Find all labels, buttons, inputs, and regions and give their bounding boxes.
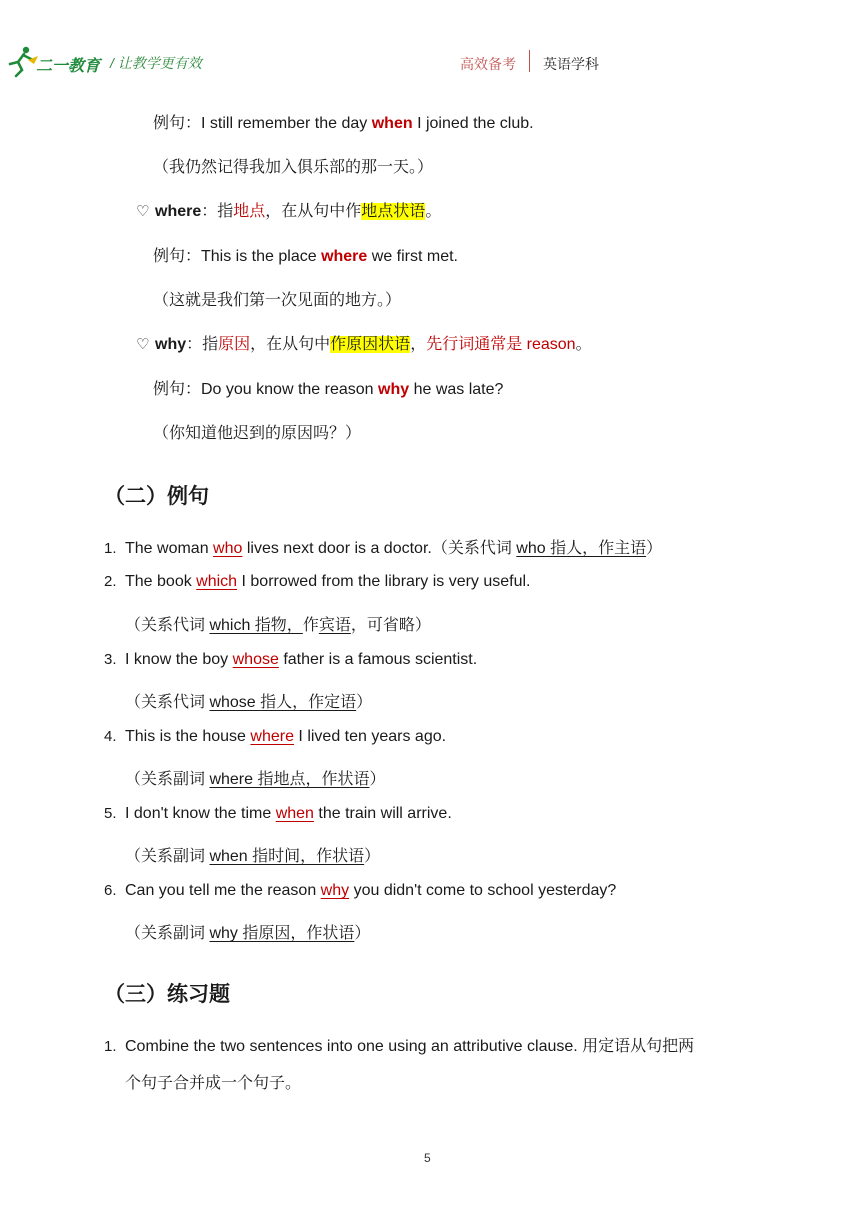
when-example	[153, 110, 534, 133]
item-text-post: I lived ten years ago.	[293, 728, 447, 745]
where-example-keyword: where	[321, 248, 368, 265]
where-highlight: 地点状语	[361, 203, 426, 220]
item-keyword: when	[275, 805, 314, 822]
item-text-pre: This is the house	[125, 728, 251, 745]
heart-icon: ♡	[136, 336, 150, 353]
item-note	[125, 612, 431, 635]
where-text-3: 。	[425, 203, 442, 220]
header-divider	[529, 50, 530, 72]
where-translation: （这就是我们第一次见面的地方。）	[153, 292, 402, 309]
list-item	[104, 535, 662, 558]
item-note-underlined: why 指原因，作状语	[209, 925, 355, 942]
where-example	[153, 243, 458, 266]
item-note-close: ）	[369, 771, 386, 788]
item-note-open: （关系代词	[125, 694, 210, 711]
item-number: 5.	[104, 805, 117, 822]
where-text-2: ，在从句中作	[265, 203, 362, 220]
list-item	[104, 805, 452, 823]
item-note-underlined: which 指物，	[209, 617, 303, 634]
why-rule	[136, 331, 592, 354]
section-title-exercises: （三）练习题	[104, 983, 230, 1006]
item-note-open: （关系副词	[125, 925, 210, 942]
item-text-pre: Can you tell me the reason	[125, 882, 321, 899]
item-keyword: where	[250, 728, 294, 745]
why-translation: （你知道他迟到的原因吗？）	[153, 425, 362, 442]
why-example-keyword: why	[378, 381, 410, 398]
item-note-underlined: when 指时间，作状语	[209, 848, 365, 865]
item-text-pre: I don't know the time	[125, 805, 276, 822]
item-text-post: the train will arrive.	[313, 805, 452, 822]
item-note	[125, 766, 386, 789]
item-note-underlined-2: 宾语	[318, 617, 351, 634]
where-text-1: ：指	[201, 203, 234, 220]
item-note-close: ）	[356, 694, 373, 711]
why-text-2: ，在从句中	[250, 336, 331, 353]
runner-logo-icon	[4, 44, 40, 78]
where-keyword: where	[155, 203, 202, 220]
item-number: 3.	[104, 651, 117, 668]
when-example-keyword: when	[371, 115, 413, 132]
item-number: 1.	[104, 540, 117, 557]
why-red-term: 原因	[218, 336, 251, 353]
why-text-3: ，	[410, 336, 427, 353]
heart-icon: ♡	[136, 203, 150, 220]
why-red-term-2: 先行词通常是 reason	[426, 336, 576, 353]
item-note	[125, 689, 372, 712]
why-text-1: ：指	[186, 336, 219, 353]
page-number: 5	[424, 1151, 431, 1165]
brand-slogan: / 让教学更有效	[110, 55, 202, 71]
item-number: 2.	[104, 573, 117, 590]
item-keyword: whose	[232, 651, 279, 668]
item-text-post: you didn't come to school yesterday?	[349, 882, 617, 899]
where-example-suffix: we first met.	[367, 248, 458, 265]
section-title-examples: （二）例句	[104, 485, 209, 508]
why-highlight: 作原因状语	[330, 336, 411, 353]
item-text-post: I borrowed from the library is very useful.	[237, 573, 531, 590]
item-note	[125, 843, 380, 866]
list-item	[104, 651, 477, 669]
list-item	[104, 728, 446, 746]
item-note-open: （关系副词	[125, 771, 210, 788]
item-note-close: ）	[354, 925, 371, 942]
when-example-suffix: I joined the club.	[412, 115, 534, 132]
item-note-mid: 作	[302, 617, 319, 634]
brand-name: 二一教育	[36, 58, 101, 75]
when-example-prefix: 例句：I still remember the day	[153, 115, 372, 132]
item-note-underlined: who 指人，作主语	[516, 540, 647, 557]
item-note-underlined: whose 指人，作定语	[209, 694, 357, 711]
why-example-prefix: 例句：Do you know the reason	[153, 381, 378, 398]
where-example-prefix: 例句：This is the place	[153, 248, 322, 265]
item-note-close: ）	[646, 540, 663, 557]
item-text-post: lives next door is a doctor.	[242, 540, 432, 557]
item-note-close: ，可省略）	[350, 617, 431, 634]
question-line-2: 个句子合并成一个句子。	[125, 1075, 302, 1092]
item-text-pre: I know the boy	[125, 651, 233, 668]
exercise-question	[104, 1033, 694, 1056]
item-text-pre: The book	[125, 573, 197, 590]
question-line-1: Combine the two sentences into one using an attributive clause. 用定语从句把两	[125, 1038, 695, 1055]
where-red-term: 地点	[233, 203, 266, 220]
list-item	[104, 573, 531, 591]
item-note-open: （关系代词	[431, 540, 517, 557]
item-note	[125, 920, 370, 943]
item-note-open: （关系代词	[125, 617, 210, 634]
item-number: 4.	[104, 728, 117, 745]
list-item	[104, 882, 616, 900]
question-number: 1.	[104, 1038, 117, 1055]
why-keyword: why	[155, 336, 187, 353]
when-translation: （我仍然记得我加入俱乐部的那一天。）	[153, 159, 434, 176]
item-text-post: father is a famous scientist.	[278, 651, 478, 668]
item-keyword: who	[213, 540, 243, 557]
item-note-underlined: where 指地点，作状语	[209, 771, 370, 788]
header-tag-exam: 高效备考	[460, 56, 516, 72]
item-text-pre: The woman	[125, 540, 214, 557]
item-number: 6.	[104, 882, 117, 899]
header-tag-subject: 英语学科	[543, 56, 599, 72]
why-text-4: 。	[575, 336, 592, 353]
item-note-open: （关系副词	[125, 848, 210, 865]
why-example-suffix: he was late?	[409, 381, 504, 398]
item-keyword: which	[196, 573, 238, 590]
item-note-close: ）	[364, 848, 381, 865]
item-keyword: why	[320, 882, 350, 899]
why-example	[153, 376, 503, 399]
where-rule	[136, 198, 441, 221]
